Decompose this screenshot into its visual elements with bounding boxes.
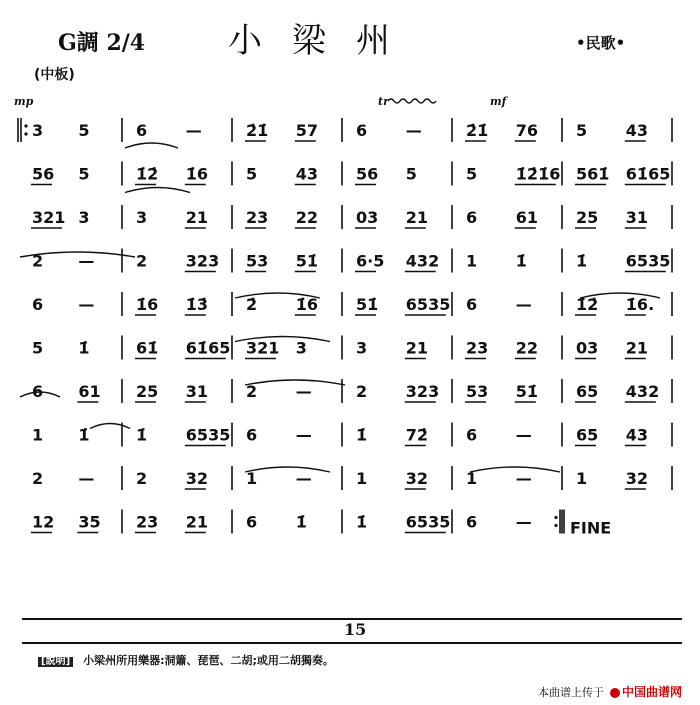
note: 5 <box>466 164 478 184</box>
note: 6 <box>136 121 148 140</box>
note: 6535 <box>185 425 231 445</box>
note: — <box>295 425 312 445</box>
note: 31 <box>185 382 209 401</box>
note: 3 <box>78 208 90 227</box>
note: 3 <box>356 338 368 358</box>
note: 22 <box>515 338 539 358</box>
note: 5 <box>576 121 588 140</box>
note: 3 <box>136 208 148 227</box>
note: 321 <box>246 338 280 358</box>
site-name[interactable]: 中国曲谱网 <box>622 685 683 699</box>
note: 1 <box>466 251 478 271</box>
note: 323 <box>185 251 220 271</box>
dynamic-mark-mp: mp <box>14 95 34 108</box>
note: 21 <box>405 208 429 227</box>
repeat-dot <box>24 132 27 135</box>
note: — <box>515 469 532 488</box>
note: 2 <box>32 251 44 271</box>
note: 2 <box>32 469 44 488</box>
tie-slur <box>125 188 190 193</box>
note: 43 <box>625 425 649 445</box>
note: 31 <box>625 208 649 227</box>
note: 6·5 <box>356 251 385 271</box>
note: 2̇ <box>246 295 258 314</box>
note: 51̇ <box>356 295 379 314</box>
note: 1̇6 <box>185 164 209 184</box>
note: 1̇2̇ <box>136 164 159 184</box>
note: 56 <box>32 164 55 184</box>
note: 6 <box>246 425 258 445</box>
note: 6535 <box>405 295 451 314</box>
note: 72̇ <box>405 425 429 445</box>
note: 1̇ <box>515 251 527 271</box>
tie-slur <box>125 143 178 148</box>
note: 56 <box>356 164 379 184</box>
repeat-dot <box>24 124 27 127</box>
tempo-marking: (中板) <box>34 67 75 83</box>
note: 1̇6 <box>136 295 159 314</box>
note: 5 <box>78 121 90 140</box>
note: 32 <box>405 469 429 488</box>
note: 25 <box>136 382 159 401</box>
upload-text: 本曲谱上传于 <box>538 686 604 699</box>
note: 6535 <box>625 251 671 271</box>
note: 53 <box>466 382 489 401</box>
note: 3 <box>32 121 44 140</box>
note: 6 <box>466 512 478 532</box>
note: 1 <box>356 469 368 488</box>
note: — <box>185 121 202 140</box>
note: 03 <box>576 338 599 358</box>
note: 43 <box>295 164 319 184</box>
note: 6 <box>356 121 368 140</box>
note: — <box>515 425 532 445</box>
note: 2 <box>356 382 368 401</box>
note: 2 <box>246 382 258 401</box>
note: 61̇65 <box>625 164 671 184</box>
note: — <box>78 251 95 271</box>
note: 65 <box>576 382 599 401</box>
note: 561̇ <box>576 164 610 184</box>
note: 6 <box>466 208 478 227</box>
note: 32 <box>185 469 209 488</box>
note: 51̇ <box>295 251 319 271</box>
note: 2 <box>136 251 148 271</box>
note: 6535 <box>405 512 451 532</box>
tie-slur <box>90 424 130 429</box>
note: 25 <box>576 208 599 227</box>
note: 23 <box>136 512 159 532</box>
note: 1 <box>246 469 258 488</box>
note: 432 <box>625 382 660 401</box>
note: 1̇ <box>295 512 307 532</box>
note: 1̇ <box>136 425 148 445</box>
note: 22 <box>295 208 319 227</box>
note: 1̇ <box>356 425 368 445</box>
trill-squiggle <box>388 99 436 103</box>
trill-mark: tr <box>378 95 389 108</box>
note: 23 <box>466 338 489 358</box>
note: 1̇6 <box>295 295 319 314</box>
note: 21 <box>625 338 649 358</box>
note: 1̇2̇ <box>576 295 599 314</box>
note: 35 <box>78 512 101 532</box>
note: 61 <box>515 208 539 227</box>
instrument-note <box>38 655 334 667</box>
note: — <box>405 121 422 140</box>
note: 12 <box>32 512 55 532</box>
note: 1̇ <box>356 512 368 532</box>
note: 5 <box>405 164 417 184</box>
dynamic-mark-mf: mf <box>490 95 507 108</box>
note: 5 <box>246 164 258 184</box>
note: 65 <box>576 425 599 445</box>
note: 1̇ <box>576 251 588 271</box>
note-text: 小梁州所用樂器:洞簫、琵琶、二胡;或用二胡獨奏。 <box>83 654 334 667</box>
fine-label: FINE <box>570 518 612 538</box>
repeat-dot <box>554 524 557 527</box>
note: 1̇3̇ <box>185 295 209 314</box>
note: 2 <box>136 469 148 488</box>
genre-label: •民歌• <box>576 34 626 52</box>
note: 6 <box>246 512 258 532</box>
upload-credit[interactable] <box>538 686 682 698</box>
note: 6 <box>466 425 478 445</box>
note: 1 <box>32 425 44 445</box>
note: 32 <box>625 469 649 488</box>
note: 23 <box>246 208 269 227</box>
note: 21 <box>405 338 429 358</box>
note: — <box>295 469 312 488</box>
note: 432 <box>405 251 440 271</box>
footer-rule-bottom <box>22 642 682 644</box>
note: 1 <box>576 469 588 488</box>
note: 51̇ <box>515 382 539 401</box>
tie-slur <box>245 467 330 472</box>
note: 3 <box>295 338 307 358</box>
note: 61̇ <box>136 338 159 358</box>
note: 5 <box>32 338 44 358</box>
note: 21 <box>185 208 209 227</box>
note: 1̇6. <box>625 295 655 314</box>
note: 6 <box>32 295 44 314</box>
note: 1 <box>466 469 478 488</box>
note: — <box>78 469 95 488</box>
note: 53 <box>246 251 269 271</box>
note: 321 <box>32 208 66 227</box>
note: — <box>295 382 312 401</box>
note: 1̇2̇1̇6 <box>515 164 561 184</box>
note: 76 <box>515 121 539 140</box>
page-number: 15 <box>344 620 367 639</box>
note: 2̇1̇ <box>246 121 269 140</box>
song-title: 小梁州 <box>228 21 420 61</box>
key-signature: G調 2/4 <box>58 30 146 56</box>
note: 323 <box>405 382 440 401</box>
note: — <box>515 512 532 532</box>
repeat-dot <box>554 516 557 519</box>
note: 61 <box>78 382 101 401</box>
note-tag: [説明] <box>38 657 73 667</box>
note: 1̇ <box>78 425 90 445</box>
note: 6 <box>32 382 44 401</box>
note: 6 <box>466 295 478 314</box>
note: 57 <box>295 121 319 140</box>
note: 61̇65 <box>185 338 231 358</box>
note: 43 <box>625 121 649 140</box>
note: 21 <box>185 512 209 532</box>
note: 5 <box>78 164 90 184</box>
site-logo-icon <box>610 688 620 698</box>
note: — <box>515 295 532 314</box>
note: 03 <box>356 208 379 227</box>
note: — <box>78 295 95 314</box>
note: 2̇1̇ <box>466 121 489 140</box>
note: 1̇ <box>78 338 90 358</box>
